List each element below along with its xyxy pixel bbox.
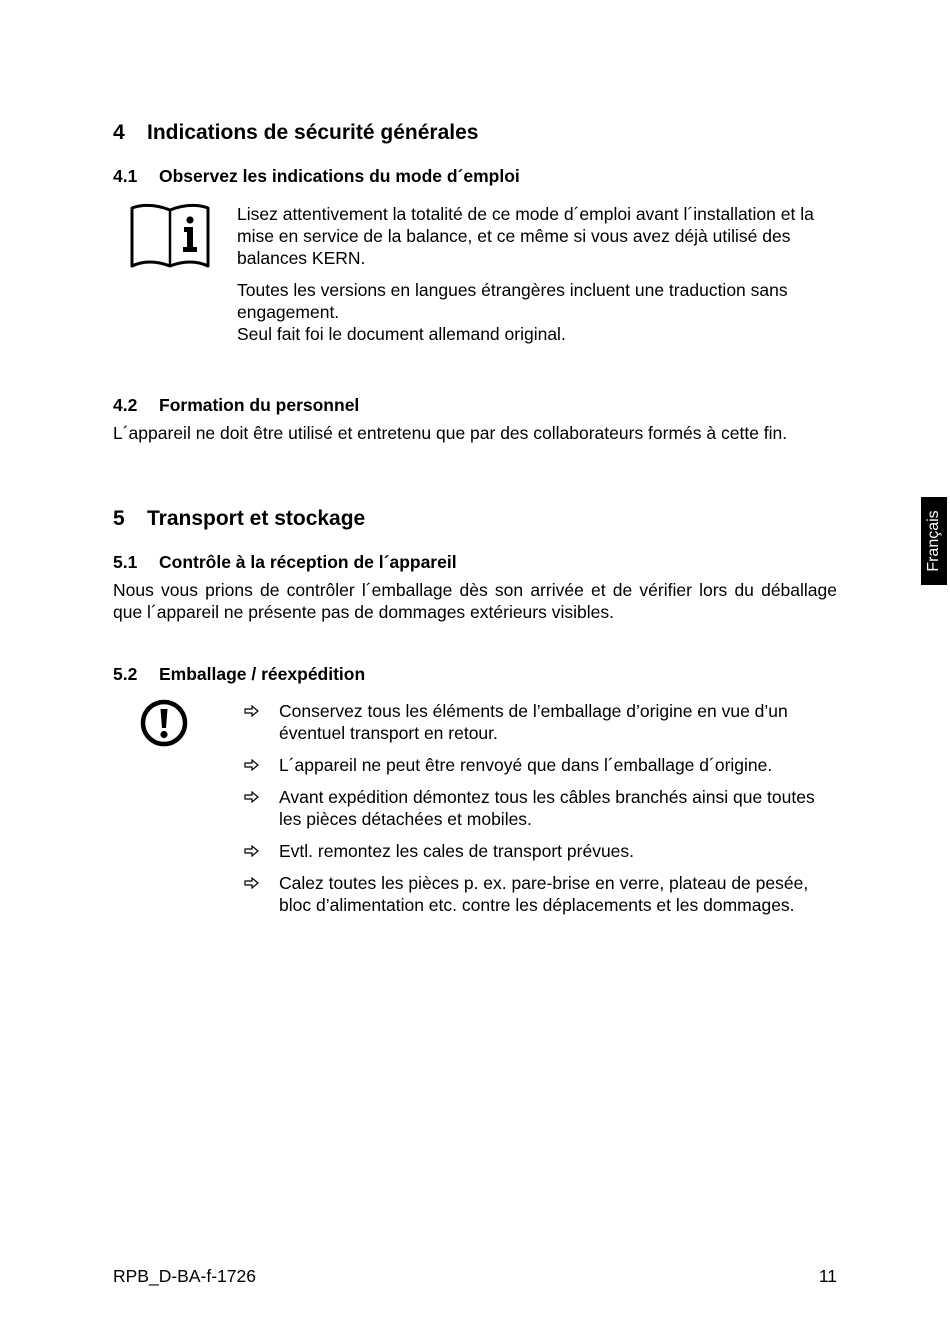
list-item-text: Avant expédition démontez tous les câbles branchés ainsi que toutes les pièces détachées et mobiles. — [279, 787, 815, 829]
subsection-5-1-heading — [113, 552, 457, 573]
manual-info-icon — [129, 200, 211, 270]
section-title: Indications de sécurité générales — [147, 121, 479, 144]
section-number: 4 — [113, 121, 125, 144]
list-item-text: Conservez tous les éléments de l’emballage d’origine en vue d’un éventuel transport en retour. — [279, 701, 788, 743]
subsection-number: 5.1 — [113, 552, 138, 572]
paragraph: Toutes les versions en langues étrangères incluent une traduction sans engagement. — [237, 280, 788, 322]
list-item — [244, 700, 824, 744]
subsection-title: Observez les indications du mode d´emploi — [159, 166, 520, 186]
arrow-right-icon — [244, 877, 259, 889]
subsection-4-1-heading — [113, 166, 520, 187]
subsection-title: Contrôle à la réception de l´appareil — [159, 552, 457, 572]
section-4-heading — [113, 121, 478, 145]
paragraph: Seul fait foi le document allemand original. — [237, 324, 566, 344]
subsection-title: Emballage / réexpédition — [159, 664, 366, 684]
language-label: Français — [925, 510, 942, 572]
subsection-number: 4.2 — [113, 395, 138, 415]
subsection-4-2-body: L´appareil ne doit être utilisé et entretenu que par des collaborateurs formés à cette fin. — [113, 423, 788, 443]
language-side-tab — [921, 497, 947, 585]
subsection-number: 4.1 — [113, 166, 138, 186]
section-5-heading — [113, 507, 365, 531]
list-item-text: Calez toutes les pièces p. ex. pare-brise en verre, plateau de pesée, bloc d’alimentation etc. contre les déplacements et les dommages. — [279, 873, 809, 915]
subsection-5-1-body: Nous vous prions de contrôler l´emballage dès son arrivée et de vérifier lors du déballage que l´appareil ne présente pas de dommages extérieurs visibles. — [113, 580, 837, 622]
warning-exclamation-icon — [139, 698, 189, 748]
footer-page-number: 11 — [818, 1266, 837, 1286]
subsection-4-1-body — [237, 203, 852, 345]
arrow-right-icon — [244, 759, 259, 771]
arrow-right-icon — [244, 705, 259, 717]
list-item — [244, 840, 824, 862]
list-item-text: L´appareil ne peut être renvoyé que dans l´emballage d´origine. — [279, 755, 773, 775]
list-item — [244, 786, 824, 830]
arrow-right-icon — [244, 845, 259, 857]
section-title: Transport et stockage — [147, 507, 366, 530]
arrow-right-icon — [244, 791, 259, 803]
packing-instructions-list — [244, 700, 824, 926]
subsection-title: Formation du personnel — [159, 395, 360, 415]
footer-doc-id: RPB_D-BA-f-1726 — [113, 1266, 256, 1286]
subsection-5-2-heading — [113, 664, 365, 685]
list-item — [244, 872, 824, 916]
list-item-text: Evtl. remontez les cales de transport prévues. — [279, 841, 635, 861]
subsection-number: 5.2 — [113, 664, 138, 684]
subsection-4-2-heading — [113, 395, 359, 416]
list-item — [244, 754, 824, 776]
section-number: 5 — [113, 507, 125, 530]
paragraph: Lisez attentivement la totalité de ce mode d´emploi avant l´installation et la mise en service de la balance, et ce même si vous avez déjà utilisé des balances KERN. — [237, 204, 814, 268]
